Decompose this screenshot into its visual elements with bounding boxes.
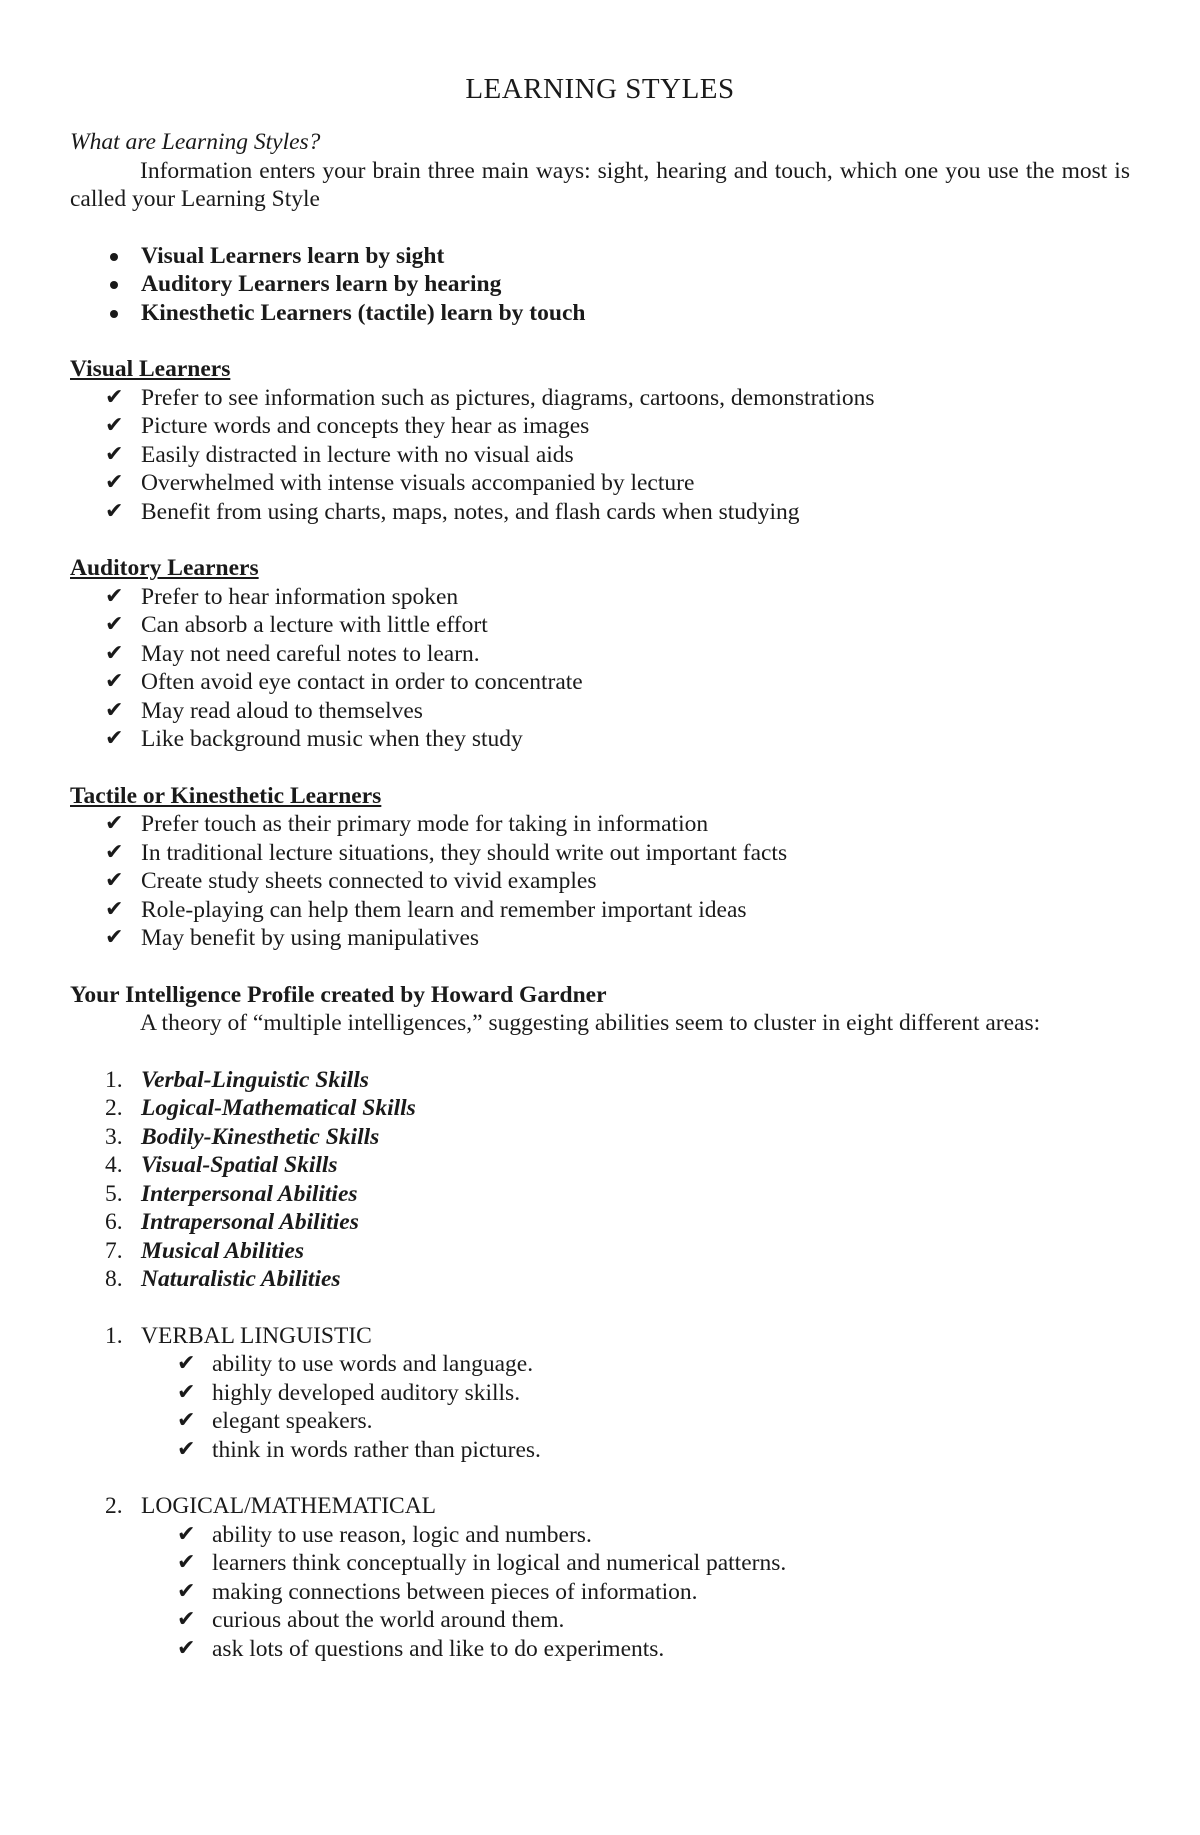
list-item: ✔ Benefit from using charts, maps, notes, and flash cards when studying xyxy=(105,498,800,525)
intro-question: What are Learning Styles? xyxy=(70,129,321,155)
intelligence-list xyxy=(70,1066,1130,1294)
list-item: Kinesthetic Learners (tactile) learn by touch xyxy=(70,299,1130,328)
list-item: Auditory Learners learn by hearing xyxy=(70,270,1130,299)
list-item: ✔ May read aloud to themselves xyxy=(105,697,423,724)
list-item: ✔ Create study sheets connected to vivid examples xyxy=(105,868,597,894)
check-list xyxy=(70,810,1130,953)
list-item: 3. Bodily-Kinesthetic Skills xyxy=(105,1123,380,1150)
check-mark-icon: ✔ xyxy=(105,839,124,865)
section-auditory-learners xyxy=(70,554,1130,754)
list-item: ✔ ability to use words and language. xyxy=(177,1351,534,1377)
list-item: ✔ ability to use reason, logic and numbers. xyxy=(177,1521,592,1548)
check-mark-icon: ✔ xyxy=(105,612,124,637)
learner-type-list xyxy=(70,242,1130,328)
list-item: ✔ elegant speakers. xyxy=(177,1408,373,1434)
intro-paragraph: Information enters your brain three main ways: sight, hearing and touch, which one you use the most is called your Learning Style xyxy=(70,157,1130,212)
list-item: ✔ Can absorb a lecture with little effort xyxy=(105,612,488,638)
section-heading: Auditory Learners xyxy=(70,555,259,581)
bullet-icon xyxy=(110,281,118,289)
list-item: 5. Interpersonal Abilities xyxy=(105,1180,358,1207)
list-item: ✔ curious about the world around them. xyxy=(177,1607,565,1633)
bullet-icon xyxy=(110,310,118,318)
section-tactile-learners xyxy=(70,782,1130,953)
check-mark-icon: ✔ xyxy=(177,1436,196,1462)
skill-logical-mathematical xyxy=(70,1492,1130,1663)
bullet-icon xyxy=(110,253,118,261)
check-mark-icon: ✔ xyxy=(105,896,124,922)
check-mark-icon: ✔ xyxy=(105,470,124,495)
list-item: ✔ Often avoid eye contact in order to concentrate xyxy=(105,669,583,695)
list-item: 7. Musical Abilities xyxy=(105,1237,304,1264)
check-mark-icon: ✔ xyxy=(105,697,124,723)
list-item: ✔ Easily distracted in lecture with no visual aids xyxy=(105,441,574,468)
check-list xyxy=(70,384,1130,527)
check-mark-icon: ✔ xyxy=(177,1635,196,1661)
list-item: ✔ In traditional lecture situations, they should write out important facts xyxy=(105,839,788,866)
check-mark-icon: ✔ xyxy=(105,726,124,751)
check-list xyxy=(70,1521,1130,1664)
list-item: 4. Visual-Spatial Skills xyxy=(105,1152,338,1178)
check-mark-icon: ✔ xyxy=(105,868,124,893)
check-mark-icon: ✔ xyxy=(105,498,124,524)
check-mark-icon: ✔ xyxy=(177,1521,196,1547)
page-title: LEARNING STYLES xyxy=(465,73,735,105)
list-item: ✔ Prefer to hear information spoken xyxy=(105,583,459,610)
list-item: 8. Naturalistic Abilities xyxy=(105,1266,341,1292)
check-mark-icon: ✔ xyxy=(105,811,124,836)
list-item: ✔ Prefer to see information such as pictures, diagrams, cartoons, demonstrations xyxy=(105,384,875,411)
list-item: ✔ ask lots of questions and like to do experiments. xyxy=(177,1635,665,1662)
section-heading: Visual Learners xyxy=(70,356,231,382)
check-mark-icon: ✔ xyxy=(177,1351,196,1376)
profile-paragraph: A theory of “multiple intelligences,” suggesting abilities seem to cluster in eight different areas: xyxy=(140,1010,1041,1036)
list-item: ✔ Picture words and concepts they hear as images xyxy=(105,413,590,439)
check-mark-icon: ✔ xyxy=(105,669,124,694)
check-mark-icon: ✔ xyxy=(177,1578,196,1604)
list-item: 1. Verbal-Linguistic Skills xyxy=(105,1066,369,1093)
check-mark-icon: ✔ xyxy=(177,1607,196,1632)
list-item: ✔ May not need careful notes to learn. xyxy=(105,640,480,667)
profile-heading: Your Intelligence Profile created by Howard Gardner xyxy=(70,981,607,1008)
list-item: ✔ Overwhelmed with intense visuals accompanied by lecture xyxy=(105,470,695,496)
skill-heading: 1. VERBAL LINGUISTIC xyxy=(105,1322,372,1349)
section-visual-learners xyxy=(70,355,1130,526)
skill-heading: 2. LOGICAL/MATHEMATICAL xyxy=(105,1493,437,1519)
check-mark-icon: ✔ xyxy=(105,925,124,950)
list-item: ✔ Like background music when they study xyxy=(105,726,523,752)
check-mark-icon: ✔ xyxy=(177,1550,196,1575)
check-mark-icon: ✔ xyxy=(105,384,124,410)
check-list xyxy=(70,1350,1130,1464)
list-item: ✔ Prefer touch as their primary mode for taking in information xyxy=(105,811,709,837)
list-item: ✔ learners think conceptually in logical and numerical patterns. xyxy=(177,1550,787,1576)
list-item: ✔ highly developed auditory skills. xyxy=(177,1379,521,1406)
check-mark-icon: ✔ xyxy=(105,640,124,666)
list-item: 6. Intrapersonal Abilities xyxy=(105,1209,359,1235)
check-mark-icon: ✔ xyxy=(105,441,124,467)
check-list xyxy=(70,583,1130,754)
list-item: ✔ Role-playing can help them learn and remember important ideas xyxy=(105,896,747,923)
list-item: ✔ making connections between pieces of information. xyxy=(177,1578,698,1605)
check-mark-icon: ✔ xyxy=(177,1408,196,1433)
check-mark-icon: ✔ xyxy=(105,583,124,609)
skill-verbal-linguistic xyxy=(70,1322,1130,1465)
list-item: ✔ May benefit by using manipulatives xyxy=(105,925,480,951)
list-item: 2. Logical-Mathematical Skills xyxy=(105,1095,416,1121)
check-mark-icon: ✔ xyxy=(105,413,124,438)
section-heading: Tactile or Kinesthetic Learners xyxy=(70,782,382,809)
list-item: Visual Learners learn by sight xyxy=(70,242,1130,271)
check-mark-icon: ✔ xyxy=(177,1379,196,1405)
list-item: ✔ think in words rather than pictures. xyxy=(177,1436,541,1463)
